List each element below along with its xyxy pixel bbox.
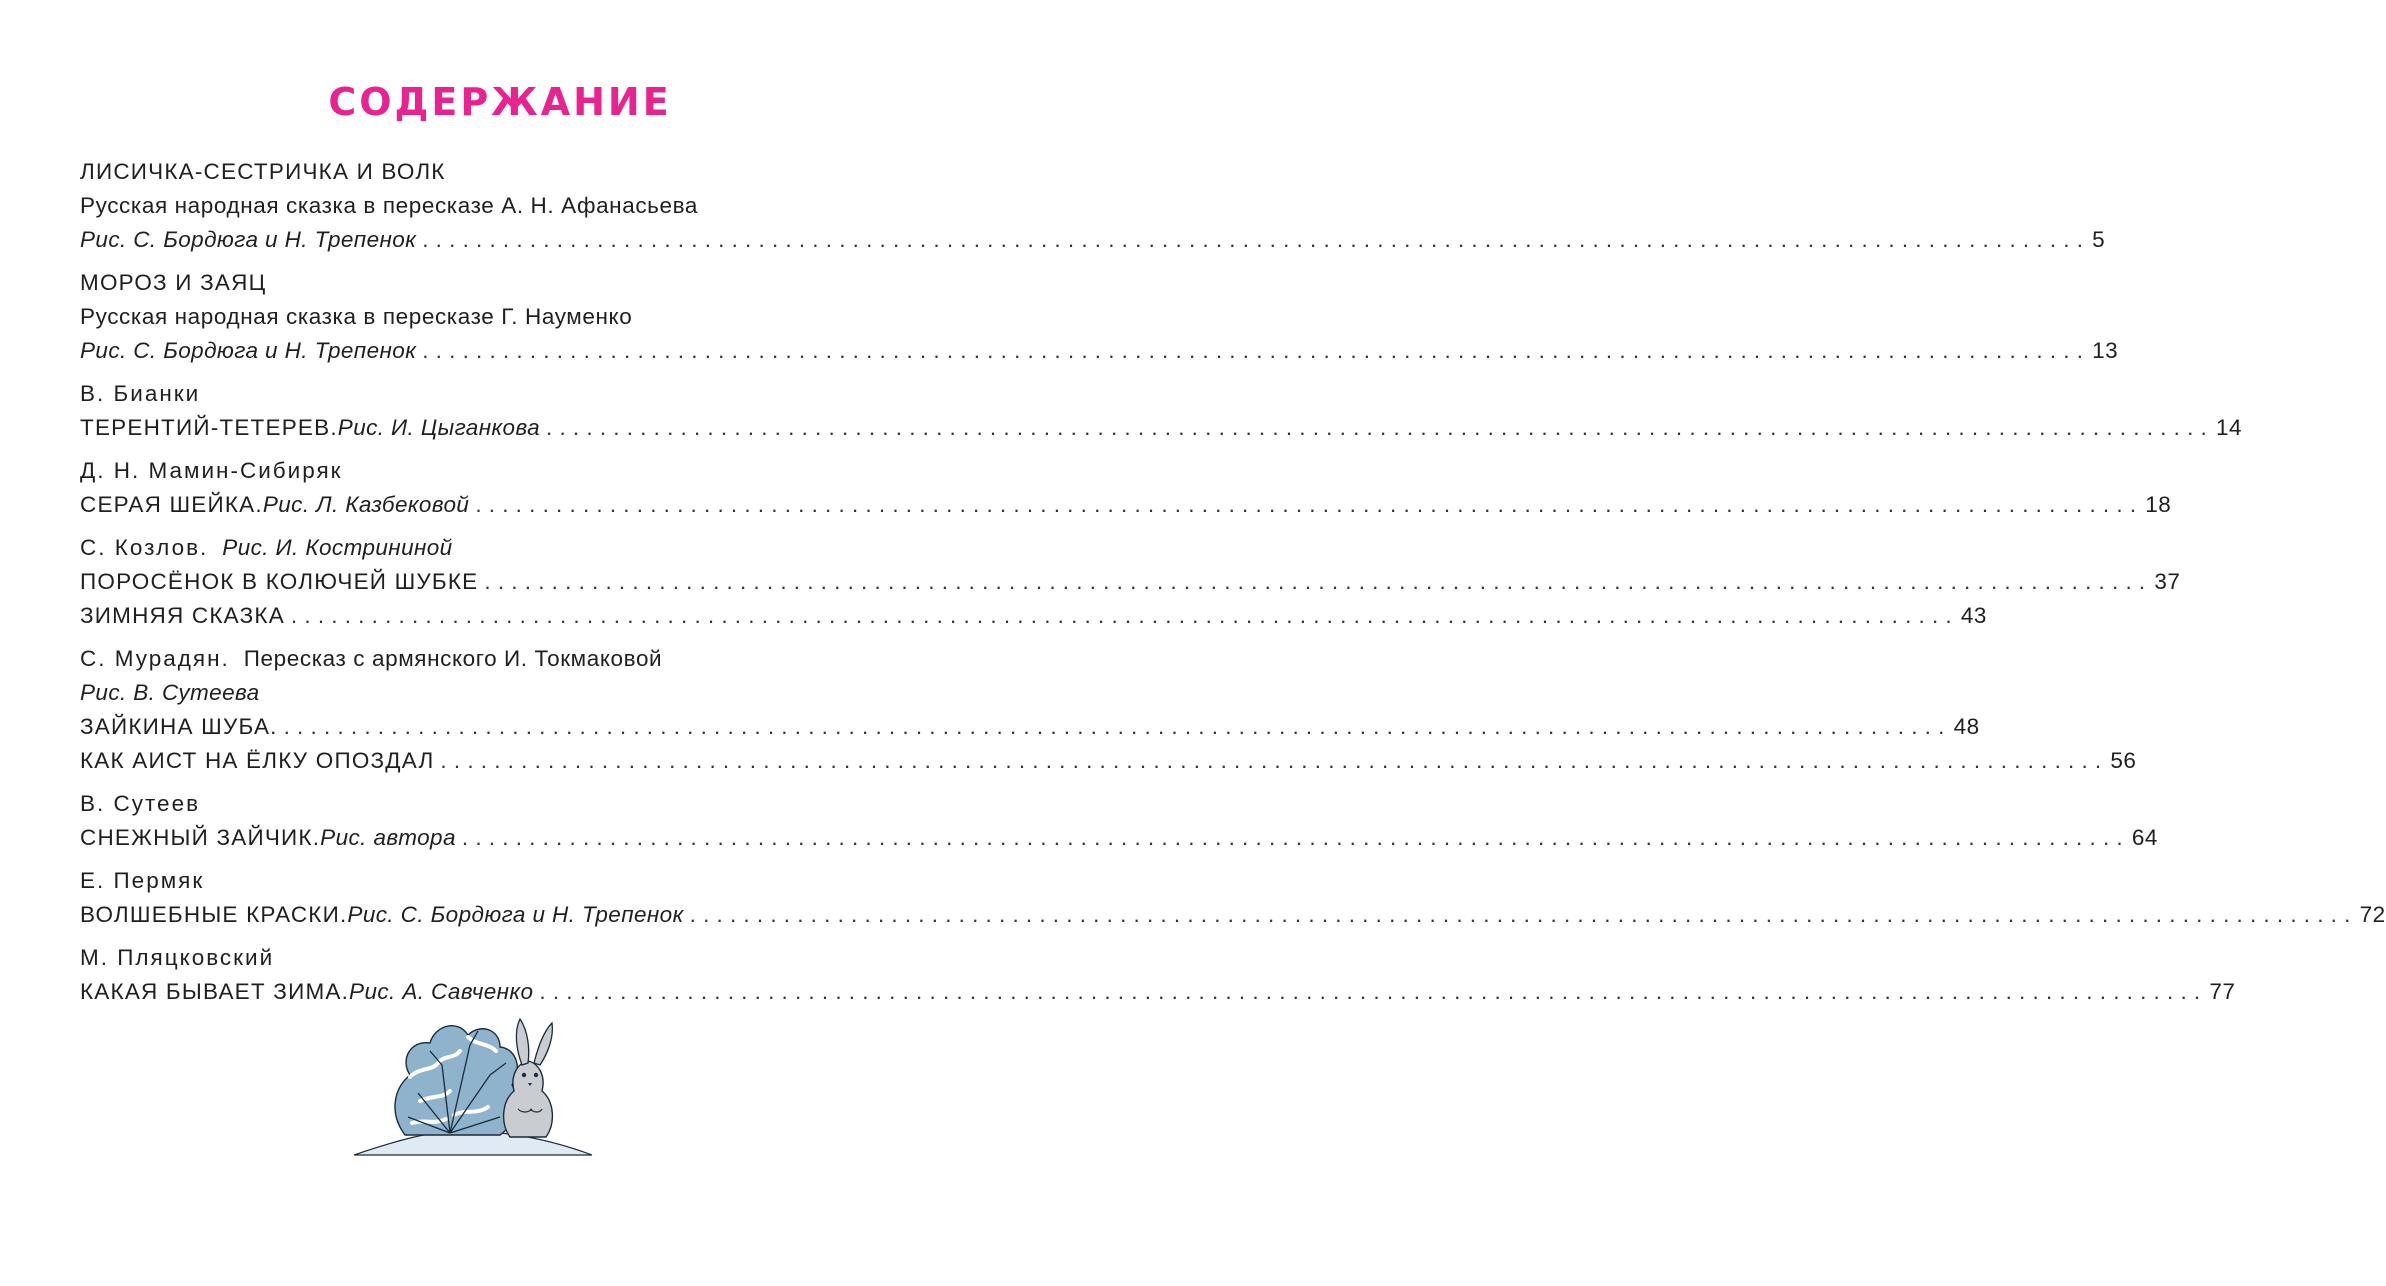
page-number: 72 [2359, 902, 2386, 927]
author-name: Д. Н. Мамин-Сибиряк [80, 458, 343, 483]
toc-note-line [80, 300, 878, 334]
dot-leader: ............................................................................................................................ [484, 569, 2153, 594]
author-name: М. Пляцковский [80, 945, 275, 970]
toc-entry-lisichka[interactable] [80, 223, 2106, 257]
table-of-contents [80, 155, 2386, 1009]
page-number: 37 [2154, 569, 2181, 594]
toc-entry-terentiy[interactable] [80, 411, 2242, 445]
toc-author-line [80, 787, 878, 821]
page-number: 48 [1953, 714, 1980, 739]
story-title: КАКАЯ БЫВАЕТ ЗИМА. [80, 979, 350, 1004]
hare-eye [534, 1073, 538, 1077]
author-name: В. Сутеев [80, 791, 201, 816]
story-note: Русская народная сказка в пересказе А. Н. Афанасьева [80, 193, 699, 218]
toc-author-line [80, 454, 878, 488]
page-number: 64 [2131, 825, 2158, 850]
hare-ear-right [534, 1023, 552, 1065]
story-title: ВОЛШЕБНЫЕ КРАСКИ. [80, 902, 348, 927]
dot-leader: ............................................................................................................................ [461, 825, 2130, 850]
toc-entry-moroz[interactable] [80, 334, 2119, 368]
toc-entry-zimnyaya-skazka[interactable] [80, 599, 1987, 633]
toc-entry-kakaya-byvaet-zima[interactable] [80, 975, 2236, 1009]
toc-note-line [80, 189, 878, 223]
toc-entry-zaykina-shuba[interactable] [80, 710, 1980, 744]
illustrator-credit: Рис. И. Цыганкова [337, 415, 541, 440]
toc-author-line [80, 531, 878, 565]
illustrator-credit: Рис. С. Бордюга и Н. Трепенок [347, 902, 684, 927]
story-note: Русская народная сказка в пересказе Г. Науменко [80, 304, 633, 329]
page-number: 56 [2110, 748, 2137, 773]
author-name: Е. Пермяк [80, 868, 205, 893]
toc-entry-snezhny-zaychik[interactable] [80, 821, 2158, 855]
author-name: С. Мурадян. [80, 646, 230, 671]
page-number: 13 [2092, 338, 2119, 363]
toc-entry-seraya-sheyka[interactable] [80, 488, 2172, 522]
illustrator-credit: Рис. Л. Казбековой [262, 492, 470, 517]
toc-author-line [80, 377, 878, 411]
page-title: СОДЕРЖАНИЕ [328, 80, 672, 124]
dot-leader: ............................................................................................................................ [422, 227, 2091, 252]
story-title: СЕРАЯ ШЕЙКА. [80, 492, 263, 517]
page-number: 77 [2209, 979, 2236, 1004]
dot-leader: ............................................................................................................................ [283, 714, 1952, 739]
dot-leader: ............................................................................................................................ [689, 902, 2358, 927]
toc-author-line [80, 864, 878, 898]
hare-in-snowy-bush-icon [350, 1005, 595, 1160]
page-number: 5 [2092, 227, 2106, 252]
toc-entry-kak-aist[interactable] [80, 744, 2137, 778]
dot-leader: ............................................................................................................................ [475, 492, 2144, 517]
page-number: 43 [1960, 603, 1987, 628]
toc-illustrator-line [80, 676, 878, 710]
toc-title-line [80, 266, 878, 300]
story-title: ТЕРЕНТИЙ-ТЕТЕРЕВ. [80, 415, 338, 440]
hare-eye [522, 1073, 526, 1077]
dot-leader: ............................................................................................................................ [422, 338, 2091, 363]
illustrator-credit: Рис. С. Бордюга и Н. Трепенок [80, 338, 417, 363]
story-note: Пересказ с армянского И. Токмаковой [243, 646, 663, 671]
story-title: ЗАЙКИНА ШУБА. [80, 714, 278, 739]
story-title: КАК АИСТ НА ЁЛКУ ОПОЗДАЛ [80, 748, 435, 773]
story-title: ЗИМНЯЯ СКАЗКА [80, 603, 285, 628]
illustrator-credit: Рис. И. Кострининой [222, 535, 453, 560]
dot-leader: ............................................................................................................................ [539, 979, 2208, 1004]
dot-leader: ............................................................................................................................ [440, 748, 2109, 773]
toc-author-line [80, 642, 878, 676]
author-name: С. Козлов. [80, 535, 209, 560]
story-title: ЛИСИЧКА-СЕСТРИЧКА И ВОЛК [80, 159, 446, 184]
hare-ear-left [516, 1019, 528, 1065]
story-title: МОРОЗ И ЗАЯЦ [80, 270, 267, 295]
page-number: 18 [2145, 492, 2172, 517]
illustrator-credit: Рис. С. Бордюга и Н. Трепенок [80, 227, 417, 252]
toc-entry-volshebnye-kraski[interactable] [80, 898, 2386, 932]
illustrator-credit: Рис. автора [320, 825, 456, 850]
dot-leader: ............................................................................................................................ [290, 603, 1959, 628]
story-title: ПОРОСЁНОК В КОЛЮЧЕЙ ШУБКЕ [80, 569, 479, 594]
toc-title-line [80, 155, 878, 189]
author-name: В. Бианки [80, 381, 201, 406]
page-number: 14 [2215, 415, 2242, 440]
dot-leader: ............................................................................................................................ [546, 415, 2214, 440]
toc-author-line [80, 941, 878, 975]
illustrator-credit: Рис. В. Сутеева [80, 680, 260, 705]
illustrator-credit: Рис. А. Савченко [349, 979, 534, 1004]
toc-entry-porosenok[interactable] [80, 565, 2181, 599]
story-title: СНЕЖНЫЙ ЗАЙЧИК. [80, 825, 321, 850]
